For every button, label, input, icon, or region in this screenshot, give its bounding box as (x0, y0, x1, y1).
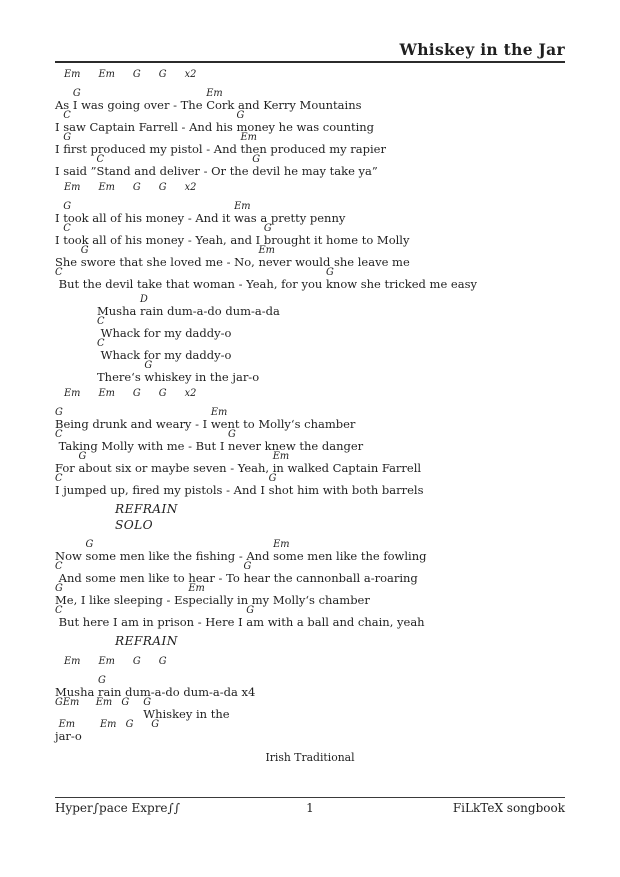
lyric-segment (126, 720, 152, 742)
lyric-segment (97, 361, 144, 383)
chord: Em (272, 451, 290, 462)
song-line (55, 224, 565, 246)
lyric-text: brought it home to Molly (263, 233, 410, 247)
song-line (97, 295, 565, 317)
chord: C (63, 110, 71, 121)
lyric-text: was a pretty penny (234, 211, 346, 225)
section-label: SOLO (115, 518, 154, 532)
chord: G (158, 69, 167, 80)
chord: G (80, 245, 89, 256)
lyric-segment (55, 268, 326, 290)
lyric-text: I (55, 211, 64, 225)
lyric-segment (55, 224, 63, 246)
chord: C (96, 154, 105, 165)
lyric-segment (97, 317, 231, 339)
lyric-text: I jumped up, fired my pistols - And I (55, 483, 269, 497)
lyric-text: first produced my pistol - And (63, 142, 241, 156)
lyric-text: Musha (97, 304, 141, 318)
chord: G (236, 110, 245, 121)
lyric-text: in walked Captain Farrell (272, 461, 422, 475)
lyric-segment (273, 452, 421, 474)
lyric-segment (121, 698, 143, 720)
chord: Em (64, 656, 81, 667)
song-line (55, 430, 565, 452)
lyric-segment (55, 430, 228, 452)
lyric-segment (206, 89, 361, 111)
lyric-segment (55, 584, 188, 606)
lyric-text: Stand and deliver - Or the (96, 164, 253, 178)
chord: Em (98, 182, 115, 193)
song-line (55, 540, 565, 562)
chord: Em (64, 388, 81, 399)
lyric-text: went to Molly‘s chamber (210, 417, 356, 431)
lyric-text: ar-o (58, 729, 101, 743)
song-line (55, 606, 565, 628)
lyric-segment (258, 246, 409, 268)
chord: Em (98, 69, 115, 80)
lyric-text: then produced my rapier (240, 142, 386, 156)
chord: D (140, 294, 148, 305)
lyric-text: I (55, 120, 64, 134)
chord: G (228, 429, 236, 440)
song-credit: Irish Traditional (265, 751, 355, 764)
song-body (55, 63, 565, 742)
chord: G (243, 561, 252, 572)
page-content (55, 0, 565, 764)
chord: C (63, 223, 71, 234)
song-line (55, 452, 565, 474)
lyric-text: whiskey in the jar-o (144, 370, 260, 384)
lyric-segment (78, 452, 272, 474)
lyric-text: devil he may take ya” (252, 164, 378, 178)
chord: G (158, 388, 167, 399)
chord-line (64, 656, 565, 668)
song-line (55, 408, 565, 430)
lyric-text: I (55, 142, 64, 156)
chord: C (55, 605, 63, 616)
lyric-text: some men like the fishing - And (85, 549, 274, 563)
lyric-text: I (55, 233, 64, 247)
song-line (55, 202, 565, 224)
song-line (55, 720, 565, 742)
lyric-text: Me, I like sleeping - Es (55, 593, 189, 607)
lyric-segment (55, 202, 63, 224)
chord: Em (234, 201, 251, 212)
chord: Em (210, 407, 228, 418)
chord: G (55, 583, 63, 594)
chord: G (143, 697, 152, 708)
lyric-text: hear the cannonball a-roaring (243, 571, 418, 585)
footer-songbook-name: FiLkTeX songbook (452, 801, 565, 815)
lyric-segment (211, 408, 356, 430)
chord: G (268, 473, 277, 484)
chord: Em (188, 583, 205, 594)
lyric-segment (55, 408, 211, 430)
lyric-text: Being drunk and weary - I (55, 417, 211, 431)
chord: x2 (184, 388, 197, 399)
chord: G (132, 182, 141, 193)
lyric-segment (241, 133, 386, 155)
lyric-segment (100, 720, 126, 742)
chord: G (98, 675, 106, 686)
lyric-text: pecially in my Molly‘s chamber (188, 593, 370, 607)
chord: G (151, 719, 160, 730)
song-line (55, 268, 565, 290)
chord: G (158, 656, 167, 667)
lyric-text: Whack for my daddy-o (97, 348, 232, 362)
song-line (55, 246, 565, 268)
lyric-segment (55, 562, 243, 584)
chord: G (78, 451, 87, 462)
chord: G (121, 697, 130, 708)
lyric-segment (243, 562, 417, 584)
section-labels (55, 501, 565, 533)
chord: G (132, 69, 141, 80)
lyric-text: I was going over - The (72, 98, 207, 112)
lyric-segment (246, 606, 424, 628)
lyric-segment (63, 133, 240, 155)
footer-page-number: 1 (306, 801, 314, 815)
chord: Em (98, 656, 115, 667)
lyric-text: took all of his money - And it (63, 211, 235, 225)
lyric-text: rain dum-a-do dum-a-da x4 (98, 685, 256, 699)
chord: Em (206, 88, 223, 99)
song-header (55, 0, 565, 63)
chord: G (55, 407, 63, 418)
chord: G (63, 201, 72, 212)
verse-block (55, 408, 565, 496)
lyric-segment (55, 133, 63, 155)
lyric-text: some men like the fowling (273, 549, 427, 563)
lyric-segment (55, 698, 63, 720)
chord: G (144, 360, 153, 371)
lyric-segment (55, 452, 78, 474)
song-line (97, 339, 565, 361)
lyric-text (100, 730, 126, 742)
lyric-segment (140, 295, 280, 317)
lyric-segment (55, 540, 86, 562)
lyric-text: She (55, 255, 81, 269)
lyric-text: Taking Molly with me - But I (55, 439, 229, 453)
chord: Em (64, 182, 81, 193)
chord: G (55, 697, 63, 708)
lyric-segment (73, 89, 206, 111)
song-line (55, 155, 565, 177)
lyric-text: swore that she loved me - No, (80, 255, 259, 269)
chord: G (132, 388, 141, 399)
lyric-segment (55, 474, 269, 496)
verse-block (55, 89, 565, 177)
chord: G (85, 539, 94, 550)
lyric-text: shot him with both barrels (268, 483, 424, 497)
lyric-segment (55, 155, 97, 177)
lyric-text: about six or maybe seven - Yeah, (78, 461, 273, 475)
chord: G (63, 132, 72, 143)
chord-line (64, 388, 565, 400)
chord: C (97, 338, 105, 349)
lyric-segment (63, 698, 96, 720)
chord-line (64, 182, 565, 194)
lyric-text: never knew the danger (228, 439, 364, 453)
lyric-segment (63, 224, 264, 246)
song-line (55, 698, 565, 720)
song-line (55, 111, 565, 133)
song-line (97, 361, 565, 383)
section-labels (55, 633, 565, 649)
chord: G (325, 267, 334, 278)
chord: Em (64, 69, 81, 80)
lyric-segment (81, 246, 259, 268)
chord: Em (273, 539, 290, 550)
lyric-segment (234, 202, 345, 224)
song-line (55, 584, 565, 606)
lyric-segment (264, 224, 410, 246)
chord: C (55, 267, 63, 278)
section-label: REFRAIN (115, 502, 178, 516)
chord: Em (240, 132, 257, 143)
chord: Em (58, 719, 76, 730)
chorus-block (55, 295, 565, 383)
chord: C (97, 316, 105, 327)
chord: G (158, 182, 167, 193)
chord: x2 (184, 182, 197, 193)
lyric-segment (228, 430, 363, 452)
song-line (55, 562, 565, 584)
lyric-segment (143, 698, 229, 720)
song-line (97, 317, 565, 339)
lyric-text: I said ” (55, 164, 97, 178)
lyric-segment (97, 295, 140, 317)
chord: G (132, 656, 141, 667)
chord: C (55, 561, 63, 572)
chord: Em (62, 697, 80, 708)
lyric-text: took all of his money - Yeah, and I (63, 233, 264, 247)
lyric-text: But the devil take that woman - Yeah, for you (55, 277, 326, 291)
lyric-text: money he was counting (236, 120, 375, 134)
chord: x2 (184, 69, 197, 80)
chord: G (263, 223, 272, 234)
chord: G (246, 605, 255, 616)
lyric-segment (55, 606, 246, 628)
lyric-segment (188, 584, 369, 606)
song-title: Whiskey in the Jar (399, 40, 565, 59)
lyric-segment (59, 720, 100, 742)
lyric-segment (151, 720, 159, 742)
lyric-text: never would she leave me (258, 255, 410, 269)
lyric-text: am with a ball and chain, yeah (246, 615, 425, 629)
lyric-text: rain dum-a-do dum-a-da (140, 304, 280, 318)
lyric-segment (97, 155, 253, 177)
lyric-segment (63, 111, 236, 133)
lyric-segment (273, 540, 426, 562)
lyric-segment (55, 246, 81, 268)
lyric-segment (326, 268, 477, 290)
chord: G (125, 719, 134, 730)
lyric-text: As (55, 98, 73, 112)
lyric-segment (96, 698, 122, 720)
chord: Em (100, 719, 117, 730)
lyric-text: Now (55, 549, 86, 563)
lyric-text: But here I am in prison - Here I (55, 615, 247, 629)
lyric-text: For (55, 461, 79, 475)
verse-block (55, 676, 565, 742)
lyric-segment (98, 676, 255, 698)
chord: Em (258, 245, 275, 256)
chord: C (55, 429, 63, 440)
lyric-segment (63, 202, 234, 224)
section-label: REFRAIN (115, 634, 178, 648)
footer-publisher: Hyper∫pace Expre∫∫ (55, 801, 181, 815)
lyric-segment (55, 111, 63, 133)
song-line (55, 133, 565, 155)
lyric-segment (97, 339, 231, 361)
chord: G (72, 88, 81, 99)
song-line (55, 89, 565, 111)
lyric-text: There‘s (97, 370, 145, 384)
lyric-text: And some men like to hear - To (55, 571, 244, 585)
verse-block (55, 540, 565, 628)
lyric-text (151, 730, 159, 742)
lyric-text: Cork and Kerry Mountains (206, 98, 362, 112)
lyric-segment (144, 361, 259, 383)
lyric-segment (236, 111, 374, 133)
chord: Em (95, 697, 113, 708)
lyric-text: j (55, 729, 59, 743)
page-footer (55, 797, 565, 816)
lyric-text: Whack for my daddy-o (97, 326, 232, 340)
lyric-text: Whiskey in the (143, 707, 230, 721)
lyric-segment (86, 540, 274, 562)
chord: Em (98, 388, 115, 399)
lyric-text: know she tricked me easy (325, 277, 477, 291)
chord: C (55, 473, 63, 484)
song-line (55, 474, 565, 496)
lyric-segment (55, 676, 98, 698)
chord-line (64, 69, 565, 81)
lyric-segment (269, 474, 424, 496)
song-line (55, 676, 565, 698)
chord: G (252, 154, 261, 165)
lyric-text: Musha (55, 685, 99, 699)
lyric-segment (55, 89, 73, 111)
verse-block (55, 202, 565, 290)
lyric-text: saw Captain Farrell - And his (63, 120, 237, 134)
lyric-segment (252, 155, 378, 177)
lyric-text (126, 730, 152, 742)
